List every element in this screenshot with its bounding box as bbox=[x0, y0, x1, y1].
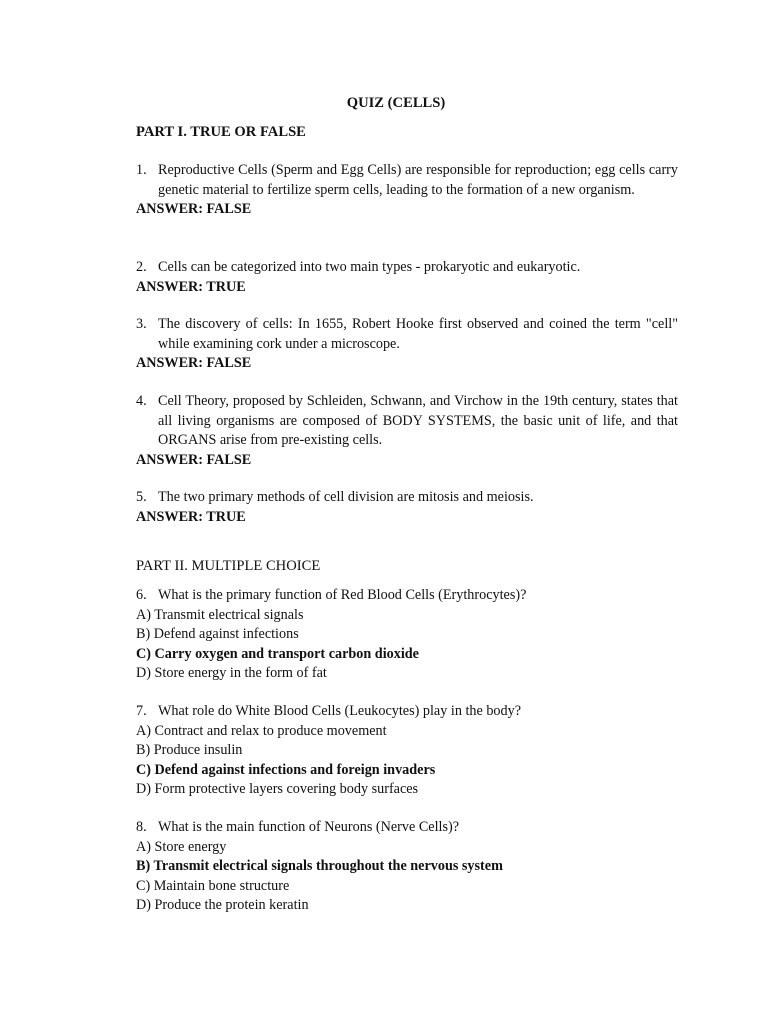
mc-number: 7. bbox=[136, 703, 147, 719]
tf-answer-2: ANSWER: TRUE bbox=[136, 278, 246, 295]
tf-answer-5: ANSWER: TRUE bbox=[136, 508, 246, 525]
tf-number: 1. bbox=[136, 162, 147, 178]
mc-question-8 bbox=[136, 818, 696, 838]
mc-option: D) Form protective layers covering body surfaces bbox=[136, 781, 419, 797]
tf-question-4 bbox=[136, 392, 678, 451]
mc-option: D) Produce the protein keratin bbox=[136, 897, 309, 913]
mc-number: 8. bbox=[136, 819, 147, 835]
mc-option-correct: C) Carry oxygen and transport carbon dioxide bbox=[136, 645, 419, 662]
tf-number: 3. bbox=[136, 316, 147, 332]
tf-number: 5. bbox=[136, 489, 147, 505]
tf-number: 4. bbox=[136, 393, 147, 409]
mc-number: 6. bbox=[136, 587, 147, 603]
tf-item-2 bbox=[136, 258, 678, 297]
mc-question-text: What role do White Blood Cells (Leukocytes) play in the body? bbox=[158, 703, 522, 719]
mc-option-correct: C) Defend against infections and foreign invaders bbox=[136, 761, 436, 778]
tf-answer-4: ANSWER: FALSE bbox=[136, 451, 252, 468]
mc-item-7 bbox=[136, 702, 696, 800]
mc-question-7 bbox=[136, 702, 696, 722]
mc-item-8 bbox=[136, 818, 696, 916]
tf-item-5 bbox=[136, 488, 678, 527]
tf-item-4 bbox=[136, 392, 678, 470]
page-title: QUIZ (CELLS) bbox=[346, 95, 446, 111]
mc-option: D) Store energy in the form of fat bbox=[136, 665, 327, 681]
tf-number: 2. bbox=[136, 259, 147, 275]
tf-answer-1: ANSWER: FALSE bbox=[136, 201, 252, 217]
tf-question-text: Reproductive Cells (Sperm and Egg Cells) are responsible for reproduction; egg cells carry genetic material to fertilize sperm cells, leading to the formation of a new organism. bbox=[158, 162, 678, 198]
mc-option: C) Maintain bone structure bbox=[136, 877, 290, 894]
tf-question-text: Cell Theory, proposed by Schleiden, Schwann, and Virchow in the 19th century, states that all living organisms are composed of BODY SYSTEMS, the basic unit of life, and that ORGANS arise from pre-existing cells. bbox=[158, 393, 678, 448]
mc-option: B) Produce insulin bbox=[136, 742, 243, 758]
tf-item-3 bbox=[136, 315, 678, 374]
mc-option: B) Defend against infections bbox=[136, 626, 299, 642]
part1-heading: PART I. TRUE OR FALSE bbox=[136, 124, 306, 140]
tf-item-1 bbox=[136, 161, 678, 220]
mc-question-text: What is the main function of Neurons (Nerve Cells)? bbox=[158, 819, 459, 835]
tf-question-text: Cells can be categorized into two main types - prokaryotic and eukaryotic. bbox=[158, 259, 581, 275]
mc-question-text: What is the primary function of Red Blood Cells (Erythrocytes)? bbox=[158, 587, 527, 603]
mc-item-6 bbox=[136, 586, 696, 684]
tf-question-5 bbox=[136, 488, 678, 508]
tf-question-2 bbox=[136, 258, 678, 278]
mc-option: A) Transmit electrical signals bbox=[136, 606, 304, 623]
mc-option: A) Contract and relax to produce movement bbox=[136, 722, 387, 739]
tf-question-text: The discovery of cells: In 1655, Robert Hooke first observed and coined the term "cell" while examining cork under a microscope. bbox=[158, 316, 678, 352]
tf-answer-3: ANSWER: FALSE bbox=[136, 355, 252, 371]
tf-question-1 bbox=[136, 161, 678, 200]
mc-question-6 bbox=[136, 586, 696, 606]
mc-option: A) Store energy bbox=[136, 838, 227, 855]
tf-question-text: The two primary methods of cell division are mitosis and meiosis. bbox=[158, 489, 534, 505]
mc-option-correct: B) Transmit electrical signals throughout the nervous system bbox=[136, 858, 503, 874]
tf-question-3 bbox=[136, 315, 678, 354]
part2-heading: PART II. MULTIPLE CHOICE bbox=[136, 558, 321, 574]
